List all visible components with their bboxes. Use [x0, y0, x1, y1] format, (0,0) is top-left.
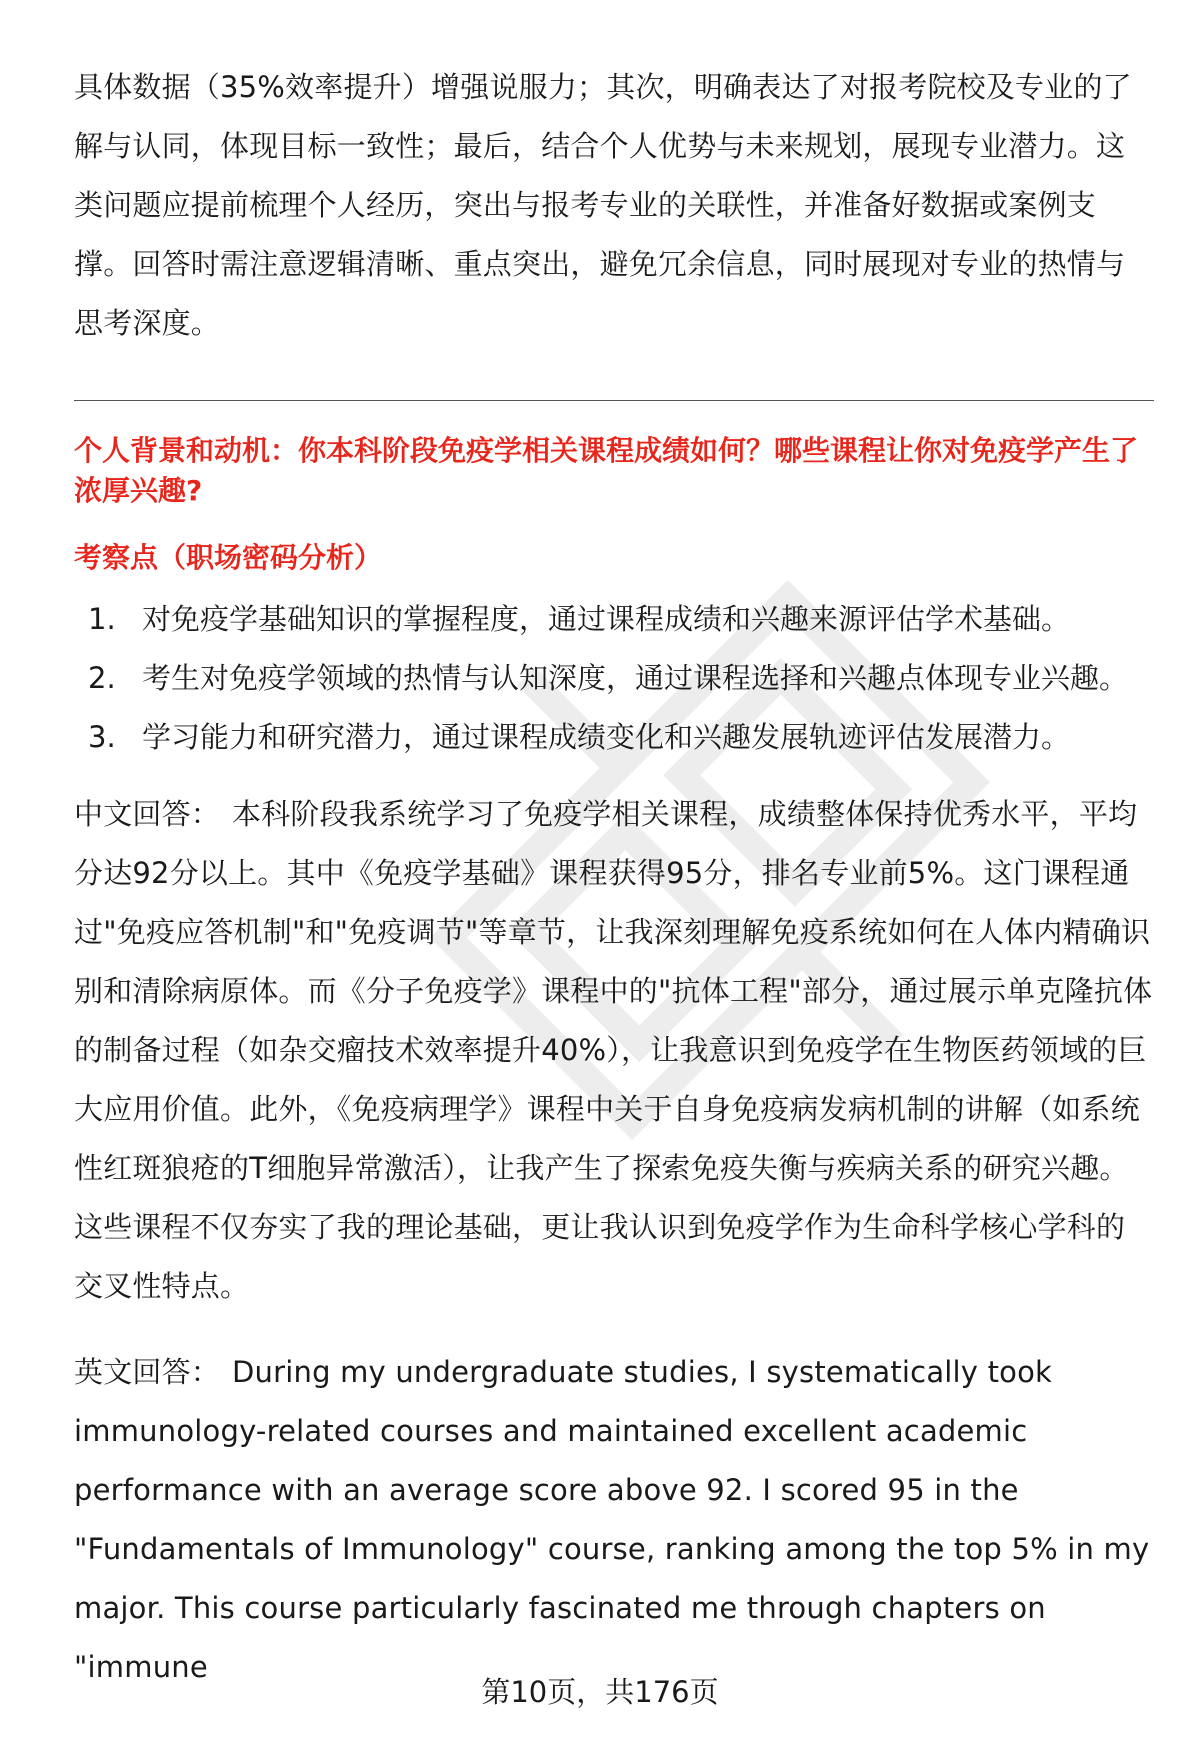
english-answer-text: During my undergraduate studies, I systematically took immunology-related courses and maintained excellent academic performance with an average score above 92. I scored 95 in the "Fundamentals of Immunology" course, ranking among the top 5% in my major. This course particularly fascinated me through chapters on "immune	[74, 1355, 1150, 1684]
english-answer-label: 英文回答：	[74, 1355, 221, 1389]
list-item-number: 1.	[88, 602, 116, 636]
list-item-number: 2.	[88, 661, 116, 695]
chinese-answer	[74, 785, 1154, 1316]
document-page	[74, 58, 1154, 1697]
list-item-text: 学习能力和研究潜力，通过课程成绩变化和兴趣发展轨迹评估发展潜力。	[142, 720, 1071, 754]
exam-points-heading: 考察点（职场密码分析）	[74, 541, 383, 574]
exam-points-list	[74, 590, 1154, 767]
list-item-text: 对免疫学基础知识的掌握程度，通过课程成绩和兴趣来源评估学术基础。	[142, 602, 1071, 636]
list-item-text: 考生对免疫学领域的热情与认知深度，通过课程选择和兴趣点体现专业兴趣。	[142, 661, 1129, 695]
list-item	[74, 708, 1154, 767]
list-item-number: 3.	[88, 720, 116, 754]
section-divider	[74, 400, 1154, 401]
chinese-answer-label: 中文回答：	[74, 797, 221, 831]
intro-paragraph: 具体数据（35%效率提升）增强说服力；其次，明确表达了对报考院校及专业的了解与认同，体现目标一致性；最后，结合个人优势与未来规划，展现专业潜力。这类问题应提前梳理个人经历，突出与报考专业的关联性，并准备好数据或案例支撑。回答时需注意逻辑清晰、重点突出，避免冗余信息，同时展现对专业的热情与思考深度。	[74, 70, 1132, 340]
list-item	[74, 649, 1154, 708]
english-answer	[74, 1343, 1154, 1697]
chinese-answer-text: 本科阶段我系统学习了免疫学相关课程，成绩整体保持优秀水平，平均分达92分以上。其中《免疫学基础》课程获得95分，排名专业前5%。这门课程通过"免疫应答机制"和"免疫调节"等章节，让我深刻理解免疫系统如何在人体内精确识别和清除病原体。而《分子免疫学》课程中的"抗体工程"部分，通过展示单克隆抗体的制备过程（如杂交瘤技术效率提升40%），让我意识到免疫学在生物医药领域的巨大应用价值。此外，《免疫病理学》课程中关于自身免疫病发病机制的讲解（如系统性红斑狼疮的T细胞异常激活），让我产生了探索免疫失衡与疾病关系的研究兴趣。这些课程不仅夯实了我的理论基础，更让我认识到免疫学作为生命科学核心学科的交叉性特点。	[74, 797, 1153, 1303]
question-title: 个人背景和动机：你本科阶段免疫学相关课程成绩如何？哪些课程让你对免疫学产生了浓厚兴趣?	[74, 434, 1139, 507]
list-item	[74, 590, 1154, 649]
page-number-footer: 第10页，共176页	[481, 1675, 719, 1709]
